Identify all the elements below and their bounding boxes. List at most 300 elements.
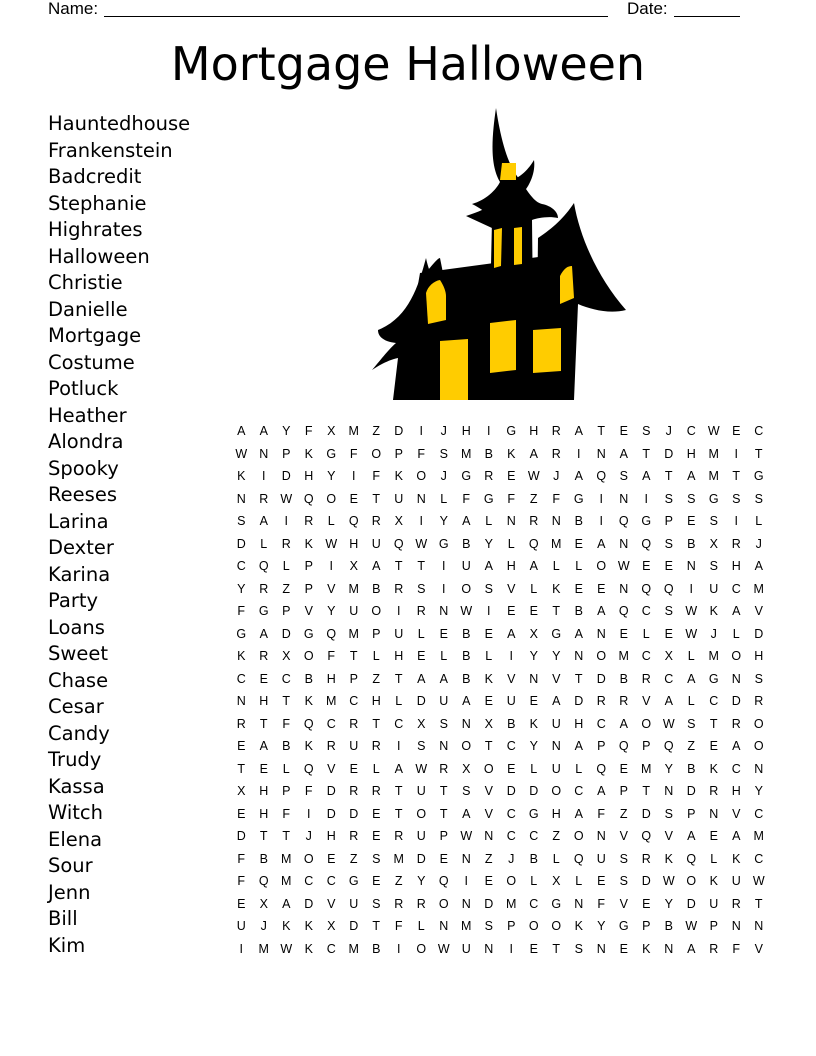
grid-cell[interactable]: T xyxy=(372,716,381,731)
grid-cell[interactable]: H xyxy=(506,559,516,574)
grid-cell[interactable]: F xyxy=(372,469,381,484)
grid-cell[interactable]: O xyxy=(303,649,314,664)
grid-cell[interactable]: K xyxy=(237,469,246,484)
grid-cell[interactable]: A xyxy=(484,559,493,574)
grid-cell[interactable]: O xyxy=(461,581,472,596)
grid-cell[interactable]: M xyxy=(258,941,269,956)
grid-cell[interactable]: R xyxy=(304,514,314,529)
grid-cell[interactable]: Q xyxy=(596,469,607,484)
grid-cell[interactable]: A xyxy=(282,896,291,911)
grid-cell[interactable]: D xyxy=(281,626,291,641)
grid-cell[interactable]: A xyxy=(259,424,268,439)
grid-cell[interactable]: D xyxy=(596,671,606,686)
grid-cell[interactable]: E xyxy=(417,649,426,664)
grid-cell[interactable]: L xyxy=(732,626,740,641)
grid-cell[interactable]: G xyxy=(753,469,764,484)
grid-cell[interactable]: N xyxy=(731,919,741,934)
grid-cell[interactable]: S xyxy=(237,514,246,529)
grid-cell[interactable]: K xyxy=(709,874,718,889)
grid-cell[interactable]: A xyxy=(507,626,516,641)
grid-cell[interactable]: K xyxy=(394,469,403,484)
grid-cell[interactable]: W xyxy=(662,874,675,889)
grid-cell[interactable]: K xyxy=(304,919,313,934)
grid-cell[interactable]: M xyxy=(641,761,652,776)
grid-cell[interactable]: S xyxy=(664,604,673,619)
grid-cell[interactable]: R xyxy=(709,941,719,956)
grid-cell[interactable]: J xyxy=(305,829,312,844)
grid-cell[interactable]: Q xyxy=(686,851,697,866)
grid-cell[interactable]: D xyxy=(731,694,741,709)
grid-cell[interactable]: Z xyxy=(687,739,696,754)
grid-cell[interactable]: G xyxy=(461,469,472,484)
grid-cell[interactable]: C xyxy=(506,829,516,844)
grid-cell[interactable]: H xyxy=(326,829,336,844)
grid-cell[interactable]: S xyxy=(372,851,381,866)
grid-cell[interactable]: I xyxy=(239,941,243,956)
grid-cell[interactable]: K xyxy=(304,739,313,754)
grid-cell[interactable]: E xyxy=(709,739,718,754)
grid-cell[interactable]: I xyxy=(442,559,446,574)
grid-cell[interactable]: L xyxy=(642,626,650,641)
grid-cell[interactable]: R xyxy=(731,896,741,911)
grid-cell[interactable]: R xyxy=(349,716,359,731)
grid-cell[interactable]: A xyxy=(552,694,561,709)
grid-cell[interactable]: F xyxy=(394,919,403,934)
grid-cell[interactable]: D xyxy=(416,694,426,709)
grid-cell[interactable]: V xyxy=(619,896,628,911)
grid-cell[interactable]: M xyxy=(461,919,472,934)
grid-cell[interactable]: A xyxy=(597,604,606,619)
grid-cell[interactable]: O xyxy=(551,784,562,799)
grid-cell[interactable]: S xyxy=(619,469,628,484)
grid-cell[interactable]: I xyxy=(284,514,288,529)
grid-cell[interactable]: L xyxy=(417,919,425,934)
grid-cell[interactable]: Q xyxy=(618,739,629,754)
grid-cell[interactable]: W xyxy=(235,446,248,461)
grid-cell[interactable]: A xyxy=(259,739,268,754)
grid-cell[interactable]: I xyxy=(307,806,311,821)
grid-cell[interactable]: V xyxy=(304,604,313,619)
grid-cell[interactable]: O xyxy=(371,446,382,461)
grid-cell[interactable]: Z xyxy=(372,424,381,439)
grid-cell[interactable]: L xyxy=(530,581,538,596)
grid-cell[interactable]: H xyxy=(259,806,269,821)
grid-cell[interactable]: D xyxy=(484,896,494,911)
grid-cell[interactable]: R xyxy=(641,851,651,866)
grid-cell[interactable]: A xyxy=(462,514,471,529)
grid-cell[interactable]: P xyxy=(372,626,381,641)
grid-cell[interactable]: E xyxy=(507,761,516,776)
grid-cell[interactable]: T xyxy=(439,806,448,821)
grid-cell[interactable]: G xyxy=(326,446,337,461)
grid-cell[interactable]: J xyxy=(665,424,672,439)
grid-cell[interactable]: I xyxy=(419,514,423,529)
grid-cell[interactable]: W xyxy=(460,829,473,844)
grid-cell[interactable]: Q xyxy=(348,514,359,529)
grid-cell[interactable]: V xyxy=(754,941,763,956)
grid-cell[interactable]: H xyxy=(304,469,314,484)
grid-cell[interactable]: J xyxy=(260,919,267,934)
grid-cell[interactable]: S xyxy=(664,536,673,551)
grid-cell[interactable]: S xyxy=(574,941,583,956)
grid-cell[interactable]: O xyxy=(438,896,449,911)
grid-cell[interactable]: P xyxy=(282,446,291,461)
grid-cell[interactable]: H xyxy=(731,784,741,799)
grid-cell[interactable]: N xyxy=(619,581,629,596)
grid-cell[interactable]: R xyxy=(394,829,404,844)
grid-cell[interactable]: T xyxy=(394,671,403,686)
grid-cell[interactable]: L xyxy=(687,649,695,664)
grid-cell[interactable]: N xyxy=(236,491,246,506)
grid-cell[interactable]: T xyxy=(394,784,403,799)
grid-cell[interactable]: Q xyxy=(641,536,652,551)
grid-cell[interactable]: B xyxy=(507,716,516,731)
grid-cell[interactable]: E xyxy=(507,469,516,484)
grid-cell[interactable]: Q xyxy=(663,739,674,754)
grid-cell[interactable]: V xyxy=(732,806,741,821)
grid-cell[interactable]: I xyxy=(419,424,423,439)
grid-cell[interactable]: Y xyxy=(237,581,246,596)
grid-cell[interactable]: I xyxy=(397,604,401,619)
grid-cell[interactable]: D xyxy=(304,896,314,911)
grid-cell[interactable]: L xyxy=(485,649,493,664)
grid-cell[interactable]: N xyxy=(551,514,561,529)
grid-cell[interactable]: N xyxy=(574,649,584,664)
grid-cell[interactable]: C xyxy=(709,694,719,709)
grid-cell[interactable]: Q xyxy=(663,581,674,596)
grid-cell[interactable]: H xyxy=(461,424,471,439)
grid-cell[interactable]: R xyxy=(349,784,359,799)
grid-cell[interactable]: A xyxy=(259,514,268,529)
grid-cell[interactable]: S xyxy=(619,851,628,866)
grid-cell[interactable]: I xyxy=(509,941,513,956)
grid-cell[interactable]: M xyxy=(326,694,337,709)
grid-cell[interactable]: E xyxy=(709,829,718,844)
grid-cell[interactable]: N xyxy=(236,694,246,709)
grid-cell[interactable]: D xyxy=(529,784,539,799)
grid-cell[interactable]: D xyxy=(236,536,246,551)
grid-cell[interactable]: T xyxy=(574,671,583,686)
grid-cell[interactable]: W xyxy=(280,941,293,956)
grid-cell[interactable]: P xyxy=(642,739,651,754)
grid-cell[interactable]: S xyxy=(439,446,448,461)
grid-cell[interactable]: E xyxy=(372,829,381,844)
grid-cell[interactable]: Z xyxy=(372,671,381,686)
grid-cell[interactable]: S xyxy=(484,919,493,934)
grid-cell[interactable]: V xyxy=(507,671,516,686)
grid-cell[interactable]: S xyxy=(709,514,718,529)
grid-cell[interactable]: W xyxy=(280,491,293,506)
grid-cell[interactable]: R xyxy=(484,469,494,484)
grid-cell[interactable]: N xyxy=(461,716,471,731)
grid-cell[interactable]: R xyxy=(416,604,426,619)
grid-cell[interactable]: K xyxy=(304,694,313,709)
grid-cell[interactable]: T xyxy=(439,784,448,799)
grid-cell[interactable]: R xyxy=(236,716,246,731)
grid-cell[interactable]: Y xyxy=(664,761,673,776)
grid-cell[interactable]: P xyxy=(282,784,291,799)
grid-cell[interactable]: Y xyxy=(597,919,606,934)
grid-cell[interactable]: I xyxy=(577,446,581,461)
grid-cell[interactable]: C xyxy=(281,671,291,686)
grid-cell[interactable]: X xyxy=(529,626,538,641)
grid-cell[interactable]: P xyxy=(597,739,606,754)
grid-cell[interactable]: I xyxy=(599,491,603,506)
date-line[interactable] xyxy=(674,16,740,17)
grid-cell[interactable]: Q xyxy=(326,626,337,641)
grid-cell[interactable]: W xyxy=(527,469,540,484)
grid-cell[interactable]: W xyxy=(685,919,698,934)
grid-cell[interactable]: E xyxy=(642,559,651,574)
grid-cell[interactable]: C xyxy=(326,941,336,956)
grid-cell[interactable]: E xyxy=(687,514,696,529)
grid-cell[interactable]: R xyxy=(371,739,381,754)
grid-cell[interactable]: I xyxy=(644,491,648,506)
grid-cell[interactable]: O xyxy=(596,559,607,574)
grid-cell[interactable]: S xyxy=(417,739,426,754)
grid-cell[interactable]: J xyxy=(440,469,447,484)
grid-cell[interactable]: U xyxy=(461,559,471,574)
grid-cell[interactable]: K xyxy=(709,604,718,619)
grid-cell[interactable]: S xyxy=(754,671,763,686)
grid-cell[interactable]: E xyxy=(619,424,628,439)
grid-cell[interactable]: E xyxy=(642,896,651,911)
grid-cell[interactable]: H xyxy=(754,649,764,664)
grid-cell[interactable]: R xyxy=(641,671,651,686)
grid-cell[interactable]: Q xyxy=(303,761,314,776)
grid-cell[interactable]: G xyxy=(258,604,269,619)
grid-cell[interactable]: L xyxy=(372,761,380,776)
grid-cell[interactable]: B xyxy=(282,739,291,754)
grid-cell[interactable]: X xyxy=(327,919,336,934)
grid-cell[interactable]: W xyxy=(460,604,473,619)
grid-cell[interactable]: T xyxy=(642,446,651,461)
grid-cell[interactable]: E xyxy=(237,739,246,754)
grid-cell[interactable]: S xyxy=(687,491,696,506)
grid-cell[interactable]: P xyxy=(507,919,516,934)
grid-cell[interactable]: T xyxy=(259,829,268,844)
grid-cell[interactable]: E xyxy=(484,874,493,889)
grid-cell[interactable]: A xyxy=(732,604,741,619)
grid-cell[interactable]: A xyxy=(687,469,696,484)
grid-cell[interactable]: C xyxy=(326,874,336,889)
grid-cell[interactable]: A xyxy=(259,626,268,641)
grid-cell[interactable]: G xyxy=(348,874,359,889)
grid-cell[interactable]: D xyxy=(349,806,359,821)
grid-cell[interactable]: C xyxy=(754,851,764,866)
grid-cell[interactable]: I xyxy=(262,469,266,484)
grid-cell[interactable]: B xyxy=(462,626,471,641)
grid-cell[interactable]: B xyxy=(664,919,673,934)
grid-cell[interactable]: H xyxy=(259,784,269,799)
grid-cell[interactable]: A xyxy=(417,671,426,686)
grid-cell[interactable]: D xyxy=(574,694,584,709)
grid-cell[interactable]: X xyxy=(237,784,246,799)
grid-cell[interactable]: L xyxy=(755,514,763,529)
grid-cell[interactable]: G xyxy=(528,806,539,821)
grid-cell[interactable]: Y xyxy=(327,604,336,619)
grid-cell[interactable]: P xyxy=(709,919,718,934)
grid-cell[interactable]: E xyxy=(529,941,538,956)
grid-cell[interactable]: F xyxy=(237,851,246,866)
grid-cell[interactable]: B xyxy=(619,671,628,686)
grid-cell[interactable]: J xyxy=(440,424,447,439)
grid-cell[interactable]: U xyxy=(551,716,561,731)
grid-cell[interactable]: P xyxy=(304,559,313,574)
grid-cell[interactable]: F xyxy=(282,716,291,731)
grid-cell[interactable]: L xyxy=(395,694,403,709)
grid-cell[interactable]: C xyxy=(664,671,674,686)
grid-cell[interactable]: K xyxy=(732,851,741,866)
grid-cell[interactable]: S xyxy=(439,716,448,731)
grid-cell[interactable]: T xyxy=(394,806,403,821)
grid-cell[interactable]: D xyxy=(416,851,426,866)
grid-cell[interactable]: K xyxy=(664,851,673,866)
grid-cell[interactable]: L xyxy=(417,626,425,641)
grid-cell[interactable]: N xyxy=(484,941,494,956)
grid-cell[interactable]: Q xyxy=(393,536,404,551)
grid-cell[interactable]: Q xyxy=(258,874,269,889)
grid-cell[interactable]: C xyxy=(754,424,764,439)
grid-cell[interactable]: C xyxy=(529,896,539,911)
grid-cell[interactable]: M xyxy=(708,649,719,664)
grid-cell[interactable]: G xyxy=(551,896,562,911)
grid-cell[interactable]: G xyxy=(303,626,314,641)
grid-cell[interactable]: O xyxy=(551,919,562,934)
grid-cell[interactable]: P xyxy=(304,581,313,596)
grid-cell[interactable]: Y xyxy=(282,424,291,439)
grid-cell[interactable]: O xyxy=(528,919,539,934)
grid-cell[interactable]: S xyxy=(664,806,673,821)
grid-cell[interactable]: R xyxy=(349,829,359,844)
grid-cell[interactable]: L xyxy=(440,649,448,664)
grid-cell[interactable]: V xyxy=(507,581,516,596)
grid-cell[interactable]: N xyxy=(709,806,719,821)
grid-cell[interactable]: B xyxy=(574,514,583,529)
grid-cell[interactable]: B xyxy=(529,851,538,866)
grid-cell[interactable]: E xyxy=(484,626,493,641)
grid-cell[interactable]: L xyxy=(575,874,583,889)
grid-cell[interactable]: E xyxy=(574,536,583,551)
grid-cell[interactable]: V xyxy=(327,896,336,911)
grid-cell[interactable]: Z xyxy=(484,851,493,866)
grid-cell[interactable]: X xyxy=(664,649,673,664)
grid-cell[interactable]: N xyxy=(596,446,606,461)
grid-cell[interactable]: E xyxy=(237,896,246,911)
grid-cell[interactable]: A xyxy=(619,716,628,731)
grid-cell[interactable]: C xyxy=(506,739,516,754)
grid-cell[interactable]: O xyxy=(753,739,764,754)
grid-cell[interactable]: T xyxy=(237,761,246,776)
grid-cell[interactable]: H xyxy=(574,716,584,731)
grid-cell[interactable]: S xyxy=(642,424,651,439)
grid-cell[interactable]: F xyxy=(507,491,516,506)
grid-cell[interactable]: W xyxy=(415,761,428,776)
grid-cell[interactable]: F xyxy=(597,896,606,911)
grid-cell[interactable]: X xyxy=(462,761,471,776)
grid-cell[interactable]: O xyxy=(461,739,472,754)
grid-cell[interactable]: K xyxy=(282,919,291,934)
grid-cell[interactable]: M xyxy=(708,446,719,461)
grid-cell[interactable]: P xyxy=(642,919,651,934)
grid-cell[interactable]: R xyxy=(731,716,741,731)
grid-cell[interactable]: T xyxy=(282,694,291,709)
grid-cell[interactable]: A xyxy=(394,761,403,776)
grid-cell[interactable]: T xyxy=(282,829,291,844)
grid-cell[interactable]: U xyxy=(349,604,359,619)
grid-cell[interactable]: L xyxy=(552,559,560,574)
grid-cell[interactable]: A xyxy=(574,626,583,641)
grid-cell[interactable]: H xyxy=(371,694,381,709)
grid-cell[interactable]: L xyxy=(530,761,538,776)
grid-cell[interactable]: A xyxy=(732,739,741,754)
grid-cell[interactable]: I xyxy=(397,739,401,754)
grid-cell[interactable]: D xyxy=(506,784,516,799)
grid-cell[interactable]: S xyxy=(754,491,763,506)
grid-cell[interactable]: E xyxy=(597,874,606,889)
grid-cell[interactable]: N xyxy=(551,739,561,754)
grid-cell[interactable]: R xyxy=(754,694,764,709)
grid-cell[interactable]: U xyxy=(416,829,426,844)
grid-cell[interactable]: C xyxy=(731,761,741,776)
grid-cell[interactable]: M xyxy=(461,446,472,461)
grid-cell[interactable]: F xyxy=(552,491,561,506)
grid-cell[interactable]: J xyxy=(508,851,515,866)
grid-cell[interactable]: M xyxy=(348,941,359,956)
grid-cell[interactable]: D xyxy=(664,446,674,461)
grid-cell[interactable]: H xyxy=(349,536,359,551)
grid-cell[interactable]: T xyxy=(709,716,718,731)
grid-cell[interactable]: D xyxy=(281,469,291,484)
grid-cell[interactable]: U xyxy=(349,739,359,754)
grid-cell[interactable]: D xyxy=(326,806,336,821)
grid-cell[interactable]: I xyxy=(329,559,333,574)
grid-cell[interactable]: Q xyxy=(641,581,652,596)
grid-cell[interactable]: Q xyxy=(596,761,607,776)
grid-cell[interactable]: V xyxy=(619,829,628,844)
grid-cell[interactable]: P xyxy=(439,829,448,844)
grid-cell[interactable]: A xyxy=(687,829,696,844)
grid-cell[interactable]: N xyxy=(596,626,606,641)
grid-cell[interactable]: I xyxy=(734,514,738,529)
grid-cell[interactable]: O xyxy=(686,874,697,889)
grid-cell[interactable]: H xyxy=(731,559,741,574)
grid-cell[interactable]: O xyxy=(596,649,607,664)
grid-cell[interactable]: I xyxy=(464,874,468,889)
grid-cell[interactable]: A xyxy=(619,446,628,461)
grid-cell[interactable]: E xyxy=(372,874,381,889)
grid-cell[interactable]: R xyxy=(259,649,269,664)
grid-cell[interactable]: L xyxy=(282,761,290,776)
grid-cell[interactable]: F xyxy=(327,649,336,664)
grid-cell[interactable]: N xyxy=(731,671,741,686)
grid-cell[interactable]: N xyxy=(484,829,494,844)
grid-cell[interactable]: X xyxy=(552,874,561,889)
grid-cell[interactable]: Y xyxy=(664,896,673,911)
grid-cell[interactable]: O xyxy=(483,761,494,776)
grid-cell[interactable]: Y xyxy=(529,649,538,664)
grid-cell[interactable]: E xyxy=(237,806,246,821)
grid-cell[interactable]: L xyxy=(327,514,335,529)
grid-cell[interactable]: F xyxy=(349,446,358,461)
grid-cell[interactable]: R xyxy=(259,491,269,506)
grid-cell[interactable]: I xyxy=(442,581,446,596)
grid-cell[interactable]: N xyxy=(461,896,471,911)
grid-cell[interactable]: R xyxy=(596,694,606,709)
grid-cell[interactable]: V xyxy=(642,694,651,709)
grid-cell[interactable]: L xyxy=(710,851,718,866)
grid-cell[interactable]: E xyxy=(529,694,538,709)
